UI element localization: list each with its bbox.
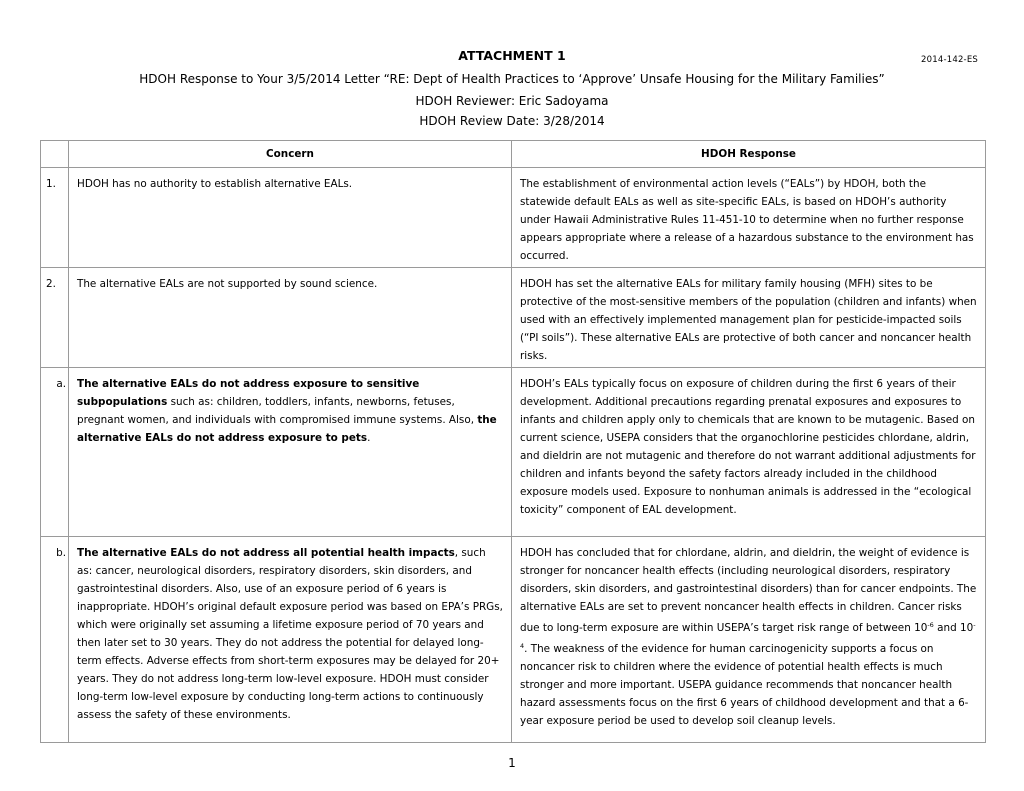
column-header-concern: Concern xyxy=(69,141,512,168)
table-header-row xyxy=(41,141,986,168)
column-header-response: HDOH Response xyxy=(512,141,986,168)
row-number: b. xyxy=(41,537,69,743)
response-cell: HDOH has concluded that for chlordane, aldrin, and dieldrin, the weight of evidence is stronger for noncancer health effects (including neurological disorders, respiratory disorders, skin disorders, and gastrointestinal disorders) than for cancer endpoints. The alternative EALs are set to prevent noncancer health effects in children. Cancer risks due to long-term exposure are within USEPA’s target risk range of between $10^{-6}$ and $10^{-4}$. The weakness of the evidence for human carcinogenicity supports a focus on noncancer risk to children where the evidence of potential health effects is much stronger and more important. USEPA guidance recommends that noncancer health hazard assessments focus on the first 6 years of childhood development and that a 6-year exposure period be used to develop soil cleanup levels. xyxy=(512,537,986,743)
concern-cell: HDOH has no authority to establish alternative EALs. xyxy=(69,168,512,268)
response-cell: The establishment of environmental action levels (“EALs”) by HDOH, both the statewide default EALs as well as site-specific EALs, is based on HDOH’s authority under Hawaii Administrative Rules 11-451-10 to determine when no further response appears appropriate where a release of a hazardous substance to the environment has occurred. xyxy=(512,168,986,268)
emphasized-text: the alternative EALs do not address exposure to pets xyxy=(77,414,497,444)
superscript-exponent: -6 xyxy=(927,621,934,629)
row-number: 1. xyxy=(41,168,69,268)
table-row xyxy=(41,368,986,537)
document-code: 2014-142-ES xyxy=(921,55,978,65)
response-cell: HDOH’s EALs typically focus on exposure of children during the first 6 years of their development. Additional precautions regarding prenatal exposures and exposures to infants and children apply only to chemicals that are known to be mutagenic. Based on current science, USEPA considers that the organochlorine pesticides chlordane, aldrin, and dieldrin are not mutagenic and therefore do not warrant additional adjustments for children and infants beyond the safety factors already included in the childhood exposure models used. Exposure to nonhuman animals is addressed in the “ecological toxicity” component of EAL development. xyxy=(512,368,986,537)
subtitle-review-date: HDOH Review Date: 3/28/2014 xyxy=(419,114,605,128)
emphasized-text: The alternative EALs do not address all potential health impacts xyxy=(77,547,455,559)
subtitle-letter: HDOH Response to Your 3/5/2014 Letter “RE: Dept of Health Practices to ‘Approve’ Unsafe Housing for the Military Families” xyxy=(139,72,885,86)
concern-response-table xyxy=(40,140,986,743)
concern-cell: The alternative EALs do not address all potential health impacts, such as: cancer, neurological disorders, respiratory disorders, skin disorders, and gastrointestinal disorders. Also, use of an exposure period of 6 years is inappropriate. HDOH’s original default exposure period was based on EPA’s PRGs, which were originally set assuming a lifetime exposure period of 70 years and then later set to 30 years. They do not address the potential for delayed long-term effects. Adverse effects from short-term exposures may be delayed for 20+ years. They do not address long-term low-level exposure. HDOH must consider long-term low-level exposure by conducting long-term actions to continuously assess the safety of these environments. xyxy=(69,537,512,743)
row-number: a. xyxy=(41,368,69,537)
page-number: 1 xyxy=(508,756,516,770)
row-number: 2. xyxy=(41,268,69,368)
column-header-number xyxy=(41,141,69,168)
table-row xyxy=(41,168,986,268)
subtitle-reviewer: HDOH Reviewer: Eric Sadoyama xyxy=(415,94,609,108)
concern-cell: The alternative EALs do not address exposure to sensitive subpopulations such as: children, toddlers, infants, newborns, fetuses, pregnant women, and individuals with compromised immune systems. Also, the alternative EALs do not address exposure to pets. xyxy=(69,368,512,537)
attachment-title: ATTACHMENT 1 xyxy=(458,48,566,63)
concern-cell: The alternative EALs are not supported by sound science. xyxy=(69,268,512,368)
emphasized-text: The alternative EALs do not address exposure to sensitive subpopulations xyxy=(77,378,420,408)
table-row xyxy=(41,268,986,368)
table-row xyxy=(41,537,986,743)
superscript-exponent: -4 xyxy=(520,621,976,650)
response-cell: HDOH has set the alternative EALs for military family housing (MFH) sites to be protective of the most-sensitive members of the population (children and infants) when used with an effectively implemented management plan for pesticide-impacted soils (“PI soils”). These alternative EALs are protective of both cancer and noncancer health risks. xyxy=(512,268,986,368)
